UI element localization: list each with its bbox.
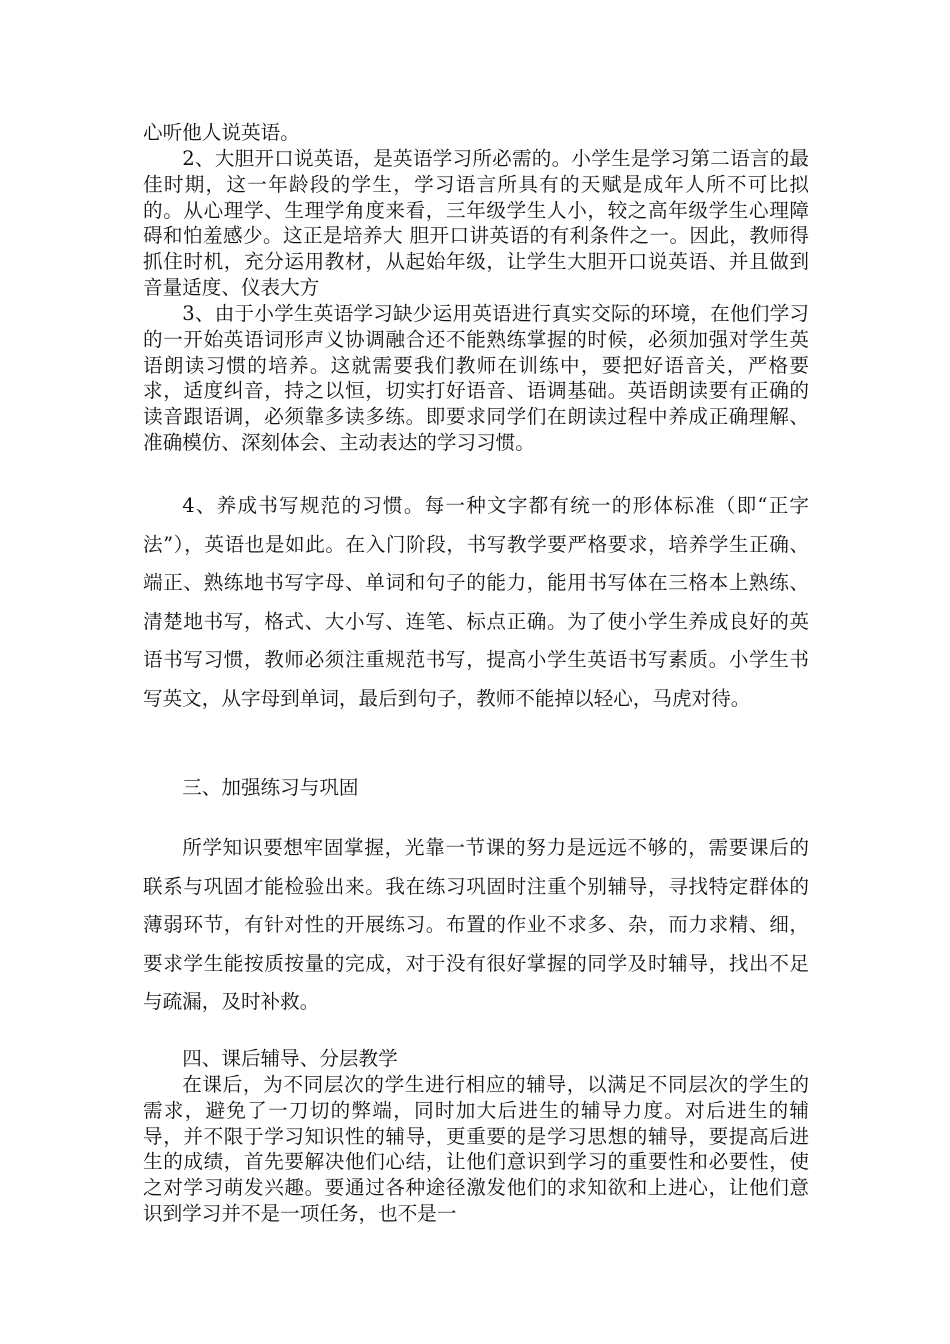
heading-section-three: 三、加强练习与巩固 bbox=[182, 776, 359, 799]
paragraph-writing-habit: 4、养成书写规范的习惯。每一种文字都有统一的形体标准（即“正字法”），英语也是如此。在入门阶段，书写教学要严格要求，培养学生正确、端正、熟练地书写字母、单词和句子的能力，能用书写体在三格本上熟练、清楚地书写，格式、大小写、连笔、标点正确。为了使小学生养成良好的英语书写习惯，教师必须注重规范书写，提高小学生英语书写素质。小学生书写英文，从字母到单词，最后到句子，教师不能掉以轻心，马虎对待。 bbox=[143, 494, 809, 710]
paragraph-tutoring: 在课后，为不同层次的学生进行相应的辅导，以满足不同层次的学生的需求，避免了一刀切的弊端，同时加大后进生的辅导力度。对后进生的辅导，并不限于学习知识性的辅导，更重要的是学习思想的辅导，要提高后进生的成绩，首先要解决他们心结，让他们意识到学习的重要性和必要性，使之对学习萌发兴趣。要通过各种途径激发他们的求知欲和上进心，让他们意识到学习并不是一项任务，也不是一 bbox=[143, 1073, 809, 1225]
heading-section-four: 四、课后辅导、分层教学 bbox=[182, 1047, 398, 1070]
paragraph-speak-english: 2、大胆开口说英语，是英语学习所必需的。小学生是学习第二语言的最佳时期，这一年龄段的学生，学习语言所具有的天赋是成年人所不可比拟的。从心理学、生理学角度来看，三年级学生人小，较之高年级学生心理障碍和怕羞感少。这正是培养大 胆开口讲英语的有利条件之一。因此，教师得抓住时机，充分运用教材，从起始年级，让学生大胆开口说英语、并且做到音量适度、仪表大方 bbox=[143, 147, 809, 299]
paragraph-practice: 所学知识要想牢固掌握，光靠一节课的努力是远远不够的，需要课后的联系与巩固才能检验出来。我在练习巩固时注重个别辅导，寻找特定群体的薄弱环节，有针对性的开展练习。布置的作业不求多、杂，而力求精、细，要求学生能按质按量的完成，对于没有很好掌握的同学及时辅导，找出不足与疏漏，及时补救。 bbox=[143, 836, 809, 1014]
paragraph-reading-habit: 3、由于小学生英语学习缺少运用英语进行真实交际的环境，在他们学习的一开始英语词形声义协调融合还不能熟练掌握的时候，必须加强对学生英语朗读习惯的培养。这就需要我们教师在训练中，要把好语音关，严格要求，适度纠音，持之以恒，切实打好语音、语调基础。英语朗读要有正确的读音跟语调，必须靠多读多练。即要求同学们在朗读过程中养成正确理解、准确模仿、深刻体会、主动表达的学习习惯。 bbox=[143, 302, 809, 454]
paragraph-continuation: 心听他人说英语。 bbox=[143, 121, 300, 144]
